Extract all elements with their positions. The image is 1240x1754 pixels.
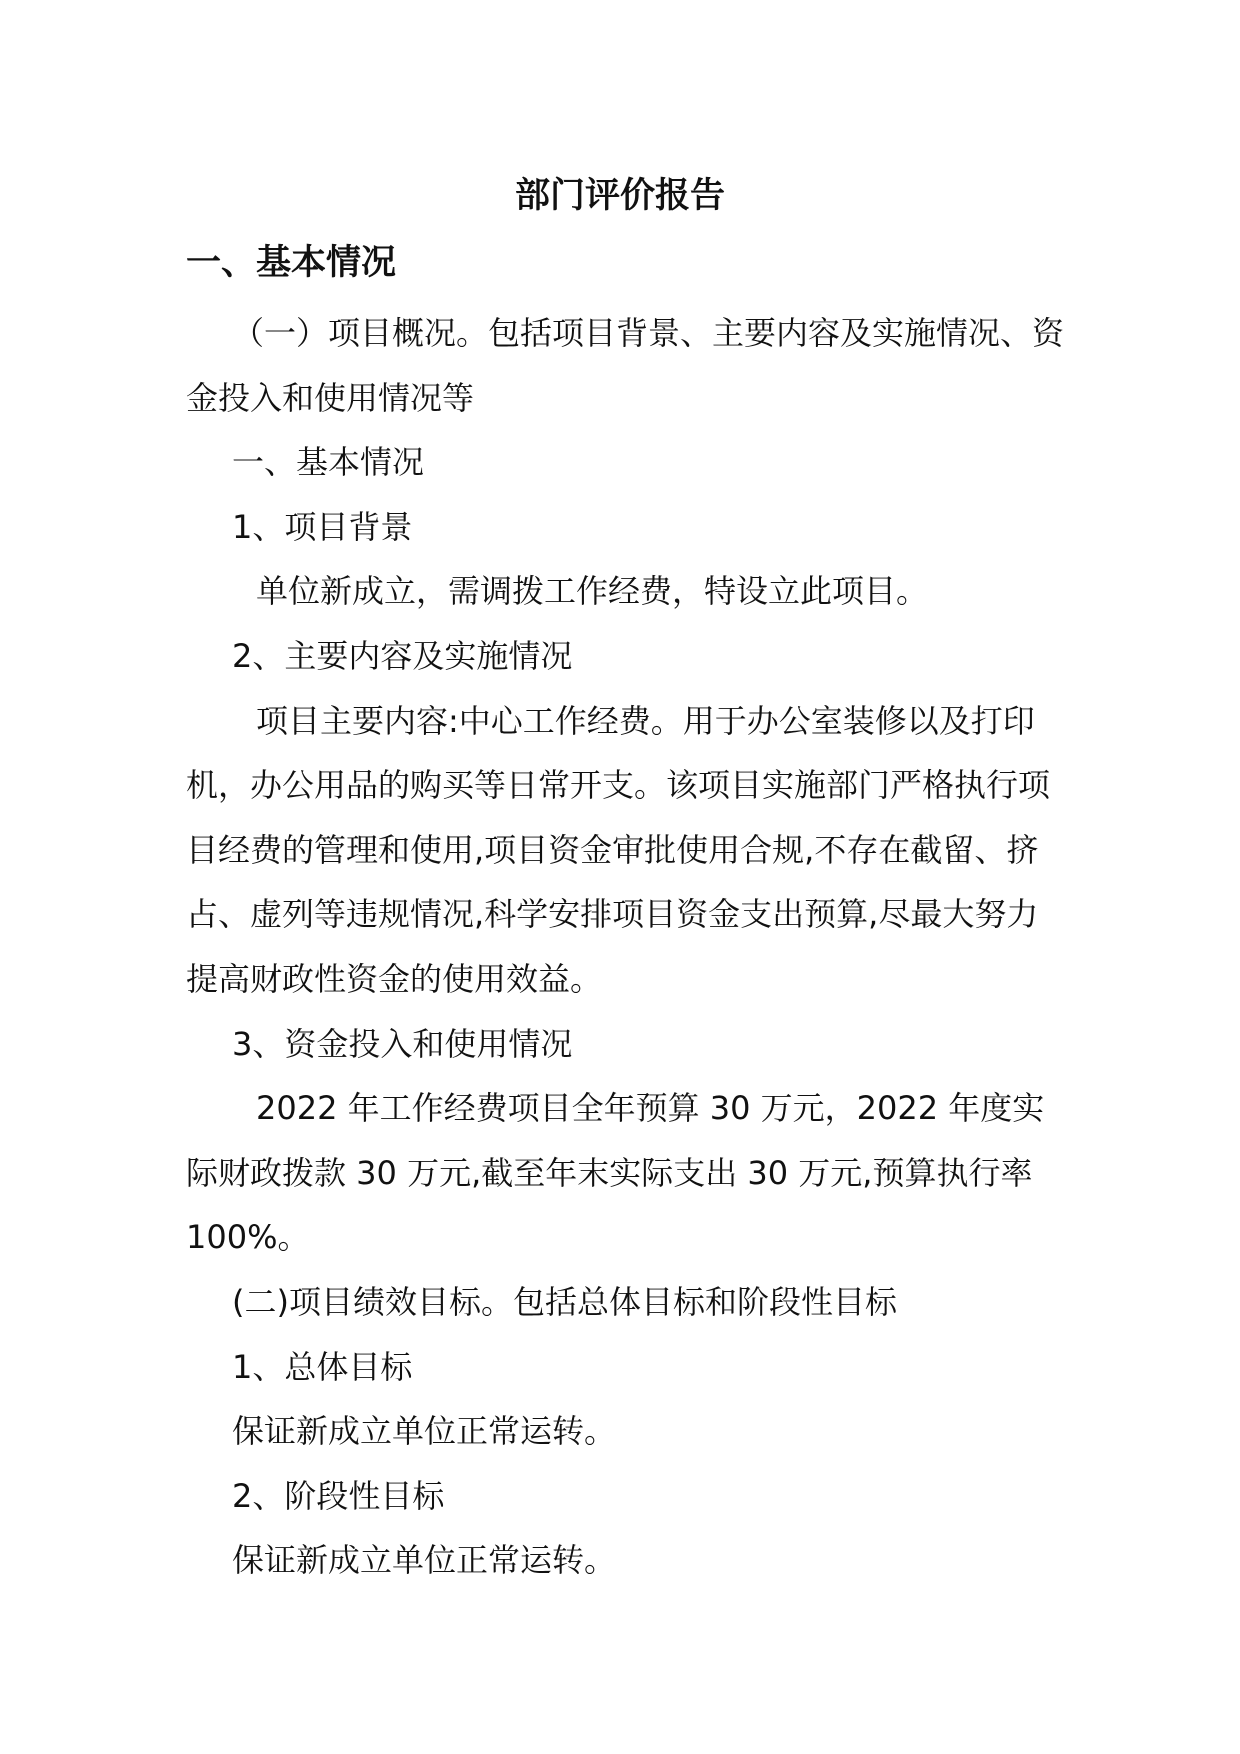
paragraph-main-content: 项目主要内容:中心工作经费。用于办公室装修以及打印机，办公用品的购买等日常开支。该项目实施部门严格执行项目经费的管理和使用,项目资金审批使用合规,不存在截留、挤占、虚列等违规情况,科学安排项目资金支出预算,尽最大努力提高财政性资金的使用效益。 (186, 701, 1051, 998)
paragraph-overall-goal: 保证新成立单位正常运转。 (232, 1412, 617, 1451)
subheading-project-background: 1、项目背景 (232, 507, 413, 546)
section-heading: 一、基本情况 (186, 243, 397, 283)
subheading-overall-goal: 1、总体目标 (232, 1347, 413, 1386)
subheading-basic-situation: 一、基本情况 (232, 443, 425, 482)
subheading-main-content: 2、主要内容及实施情况 (232, 636, 573, 675)
subheading-phase-goal: 2、阶段性目标 (232, 1476, 445, 1515)
paragraph-performance-goals: (二)项目绩效目标。包括总体目标和阶段性目标 (232, 1282, 897, 1321)
paragraph-project-overview: （一）项目概况。包括项目背景、主要内容及实施情况、资金投入和使用情况等 (186, 314, 1065, 417)
paragraph-phase-goal: 保证新成立单位正常运转。 (232, 1541, 617, 1580)
subheading-funding: 3、资金投入和使用情况 (232, 1024, 573, 1063)
paragraph-funding: 2022 年工作经费项目全年预算 30 万元，2022 年度实际财政拨款 30 万元,截至年末实际支出 30 万元,预算执行率 100%。 (186, 1089, 1045, 1257)
report-title: 部门评价报告 (514, 176, 725, 216)
report-body (186, 301, 1066, 1593)
paragraph-project-background: 单位新成立，需调拨工作经费，特设立此项目。 (256, 572, 929, 611)
